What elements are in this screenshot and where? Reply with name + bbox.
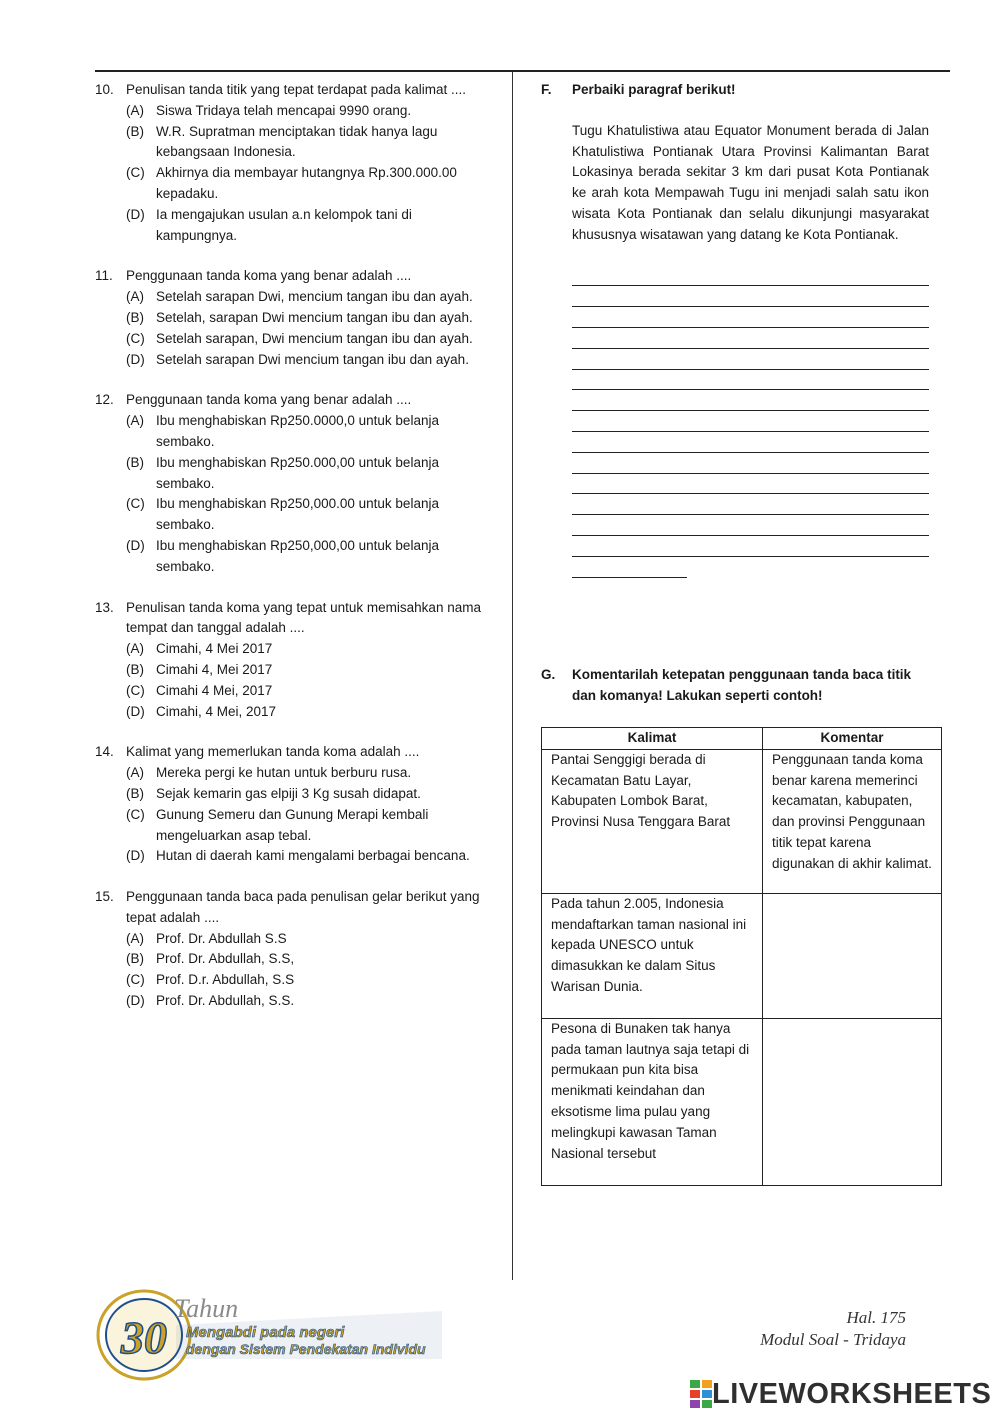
question-stem [95,390,490,411]
question-14 [95,742,490,867]
question-list [95,80,490,1032]
answer-option[interactable] [126,287,490,308]
question-number: 14. [95,744,114,760]
comment-table [541,727,942,1186]
option-text: Setelah, sarapan Dwi mencium tangan ibu dan ayah. [156,309,473,325]
answer-option[interactable] [126,453,490,495]
table-row [542,893,942,1018]
section-g [541,665,929,707]
answer-option[interactable] [126,494,490,536]
answer-line[interactable] [572,411,929,432]
option-label: (B) [126,123,144,139]
option-text: Sejak kemarin gas elpiji 3 Kg susah didapat. [156,785,421,801]
option-label: (B) [126,454,144,470]
answer-option[interactable] [126,122,490,164]
section-f-paragraph: Tugu Khatulistiwa atau Equator Monument berada di Jalan Khatulistiwa Pontianak Utara Provinsi Kalimantan Barat Lokasinya berada sekitar 3 km dari pusat Kota Pontianak ke arah kota Mempawah Tugu ini menjadi salah satu ikon wisata Kota Pontianak dan selalu dikunjungi masyarakat khususnya wisatawan yang datang ke Kota Pontianak. [572,122,929,242]
option-label: (C) [126,330,145,346]
option-text: Siswa Tridaya telah mencapai 9990 orang. [156,102,412,118]
option-text: Gunung Semeru dan Gunung Merapi kembali mengeluarkan asap tebal. [156,806,429,843]
answer-option[interactable] [126,101,490,122]
book-title: Modul Soal - Tridaya [760,1330,906,1349]
question-number: 10. [95,82,114,97]
question-11 [95,266,490,370]
answer-option[interactable] [126,784,490,805]
question-15 [95,887,490,1012]
option-label: (B) [126,785,144,801]
question-stem [95,266,490,287]
answer-line[interactable] [572,328,929,349]
question-text: Penggunaan tanda koma yang benar adalah .... [126,392,412,408]
answer-option[interactable] [126,660,490,681]
tagline-line2: dengan Sistem Pendekatan Individu [186,1341,426,1357]
question-13 [95,598,490,723]
table-header-row [542,728,942,750]
answer-option[interactable] [126,350,490,371]
komentar-cell: Penggunaan tanda koma benar karena memerinci kecamatan, kabupaten, dan provinsi Penggunaan titik tepat karena digunakan di akhir kalimat. [763,749,942,893]
option-label: (C) [126,806,145,822]
option-label: (A) [126,765,144,781]
question-text: Penggunaan tanda koma yang benar adalah .... [126,268,412,284]
option-text: Setelah sarapan Dwi, mencium tangan ibu dan ayah. [156,289,473,305]
option-text: Prof. Dr. Abdullah S.S [156,930,287,946]
answer-option[interactable] [126,411,490,453]
option-text: Ibu menghabiskan Rp250,000.00 untuk belanja sembako. [156,496,439,533]
answer-line[interactable] [572,349,929,370]
option-label: (A) [126,289,144,305]
option-text: Cimahi, 4 Mei 2017 [156,641,273,657]
option-text: Hutan di daerah kami mengalami berbagai bencana. [156,848,470,864]
option-text: Prof. Dr. Abdullah, S.S, [156,951,295,967]
answer-line[interactable] [572,390,929,411]
option-label: (B) [126,951,144,967]
logo-word: Tahun [174,1294,239,1323]
answer-option[interactable] [126,763,490,784]
section-g-letter: G. [541,667,556,682]
question-number: 15. [95,889,114,905]
option-label: (A) [126,930,144,946]
header-kalimat: Kalimat [542,728,763,750]
question-text: Penulisan tanda titik yang tepat terdapat pada kalimat .... [126,82,466,97]
question-text: Kalimat yang memerlukan tanda koma adalah .... [126,744,420,760]
option-label: (A) [126,102,144,118]
answer-line[interactable] [572,432,929,453]
answer-option[interactable] [126,991,490,1012]
answer-line[interactable] [572,474,929,495]
option-label: (C) [126,972,145,988]
question-text: Penulisan tanda koma yang tepat untuk memisahkan nama tempat dan tanggal adalah .... [126,599,481,636]
answer-line[interactable] [572,370,929,391]
question-stem [95,80,490,101]
table-row [542,1018,942,1185]
option-label: (A) [126,413,144,429]
option-text: Cimahi 4 Mei, 2017 [156,682,273,698]
column-divider [512,72,513,1280]
kalimat-cell: Pada tahun 2.005, Indonesia mendaftarkan taman nasional ini kepada UNESCO untuk dimasukkan ke dalam Situs Warisan Dunia. [542,893,763,1018]
answer-option[interactable] [126,970,490,991]
option-label: (D) [126,848,145,864]
option-text: Setelah sarapan Dwi mencium tangan ibu dan ayah. [156,351,469,367]
answer-option[interactable] [126,929,490,950]
kalimat-cell: Pantai Senggigi berada di Kecamatan Batu Layar, Kabupaten Lombok Barat, Provinsi Nusa Tenggara Barat [542,749,763,893]
option-text: Prof. D.r. Abdullah, S.S [156,972,295,988]
question-12 [95,390,490,577]
answer-line[interactable] [572,494,929,515]
option-text: Akhirnya dia membayar hutangnya Rp.300.000.00 kepadaku. [156,165,457,201]
table-row [542,749,942,893]
option-label: (A) [126,641,144,657]
option-text: Cimahi 4, Mei 2017 [156,661,273,677]
section-f-letter: F. [541,82,552,97]
section-f-title: Perbaiki paragraf berikut! [572,82,736,97]
answer-lines[interactable] [572,266,929,578]
option-text: Prof. Dr. Abdullah, S.S. [156,993,295,1009]
liveworksheets-wordmark: LIVEWORKSHEETS [712,1377,992,1410]
option-label: (D) [126,537,145,553]
liveworksheets-icon [690,1380,712,1408]
answer-line[interactable] [572,536,929,557]
page-info [760,1307,906,1351]
section-f-heading [541,80,929,101]
option-label: (D) [126,206,145,222]
option-text: W.R. Supratman menciptakan tidak hanya lagu kebangsaan Indonesia. [156,123,438,160]
answer-line[interactable] [572,453,929,474]
option-label: (D) [126,703,145,719]
question-number: 12. [95,392,114,408]
answer-line[interactable] [572,307,929,328]
answer-option[interactable] [126,205,490,247]
answer-option[interactable] [126,163,490,205]
question-text: Penggunaan tanda baca pada penulisan gelar berikut yang tepat adalah .... [126,889,480,925]
answer-option[interactable] [126,681,490,702]
option-label: (B) [126,309,144,325]
answer-option[interactable] [126,805,490,847]
answer-option[interactable] [126,949,490,970]
option-text: Ibu menghabiskan Rp250.0000,0 untuk belanja sembako. [156,413,439,449]
option-label: (B) [126,661,144,677]
option-text: Ia mengajukan usulan a.n kelompok tani di kampungnya. [156,206,412,243]
kalimat-cell: Pesona di Bunaken tak hanya pada taman lautnya saja tetapi di permukaan pun kita bisa menikmati keindahan dan eksotisme lima pulau yang melingkupi kawasan Taman Nasional tersebut [542,1018,763,1185]
option-label: (C) [126,496,145,512]
section-g-title: Komentarilah ketepatan penggunaan tanda baca titik dan komanya! Lakukan seperti contoh! [572,667,912,703]
option-text: Ibu menghabiskan Rp250.000,00 untuk belanja sembako. [156,454,439,491]
option-label: (D) [126,351,145,367]
answer-option[interactable] [126,308,490,329]
answer-option[interactable] [126,702,490,723]
header-komentar: Komentar [763,728,942,750]
option-label: (D) [126,993,145,1009]
option-label: (C) [126,165,145,181]
answer-option[interactable] [126,639,490,660]
section-g-heading [541,665,929,707]
question-stem [95,887,490,929]
liveworksheets-brand[interactable] [690,1378,991,1410]
answer-option[interactable] [126,329,490,350]
option-text: Cimahi, 4 Mei, 2017 [156,703,277,719]
answer-line[interactable] [572,286,929,307]
answer-line[interactable] [572,515,929,536]
top-rule [95,70,950,72]
answer-line-short[interactable] [572,557,687,578]
tridaya-30-tahun-logo [92,1285,448,1385]
komentar-input-cell[interactable] [763,893,942,1018]
answer-line[interactable] [572,266,929,287]
komentar-input-cell[interactable] [763,1018,942,1185]
question-number: 13. [95,599,114,615]
option-text: Ibu menghabiskan Rp250,000,00 untuk belanja sembako. [156,537,439,574]
page-number: Hal. 175 [846,1308,906,1327]
option-text: Mereka pergi ke hutan untuk berburu rusa. [156,765,412,781]
option-label: (C) [126,682,145,698]
question-stem [95,598,490,640]
tagline-line1: Mengabdi pada negeri [186,1324,345,1341]
question-stem [95,742,490,763]
question-10 [95,80,490,246]
section-f [541,80,929,578]
answer-option[interactable] [126,846,490,867]
option-text: Setelah sarapan, Dwi mencium tangan ibu dan ayah. [156,330,473,346]
logo-number: 30 [121,1312,167,1363]
question-number: 11. [95,268,113,284]
answer-option[interactable] [126,536,490,578]
